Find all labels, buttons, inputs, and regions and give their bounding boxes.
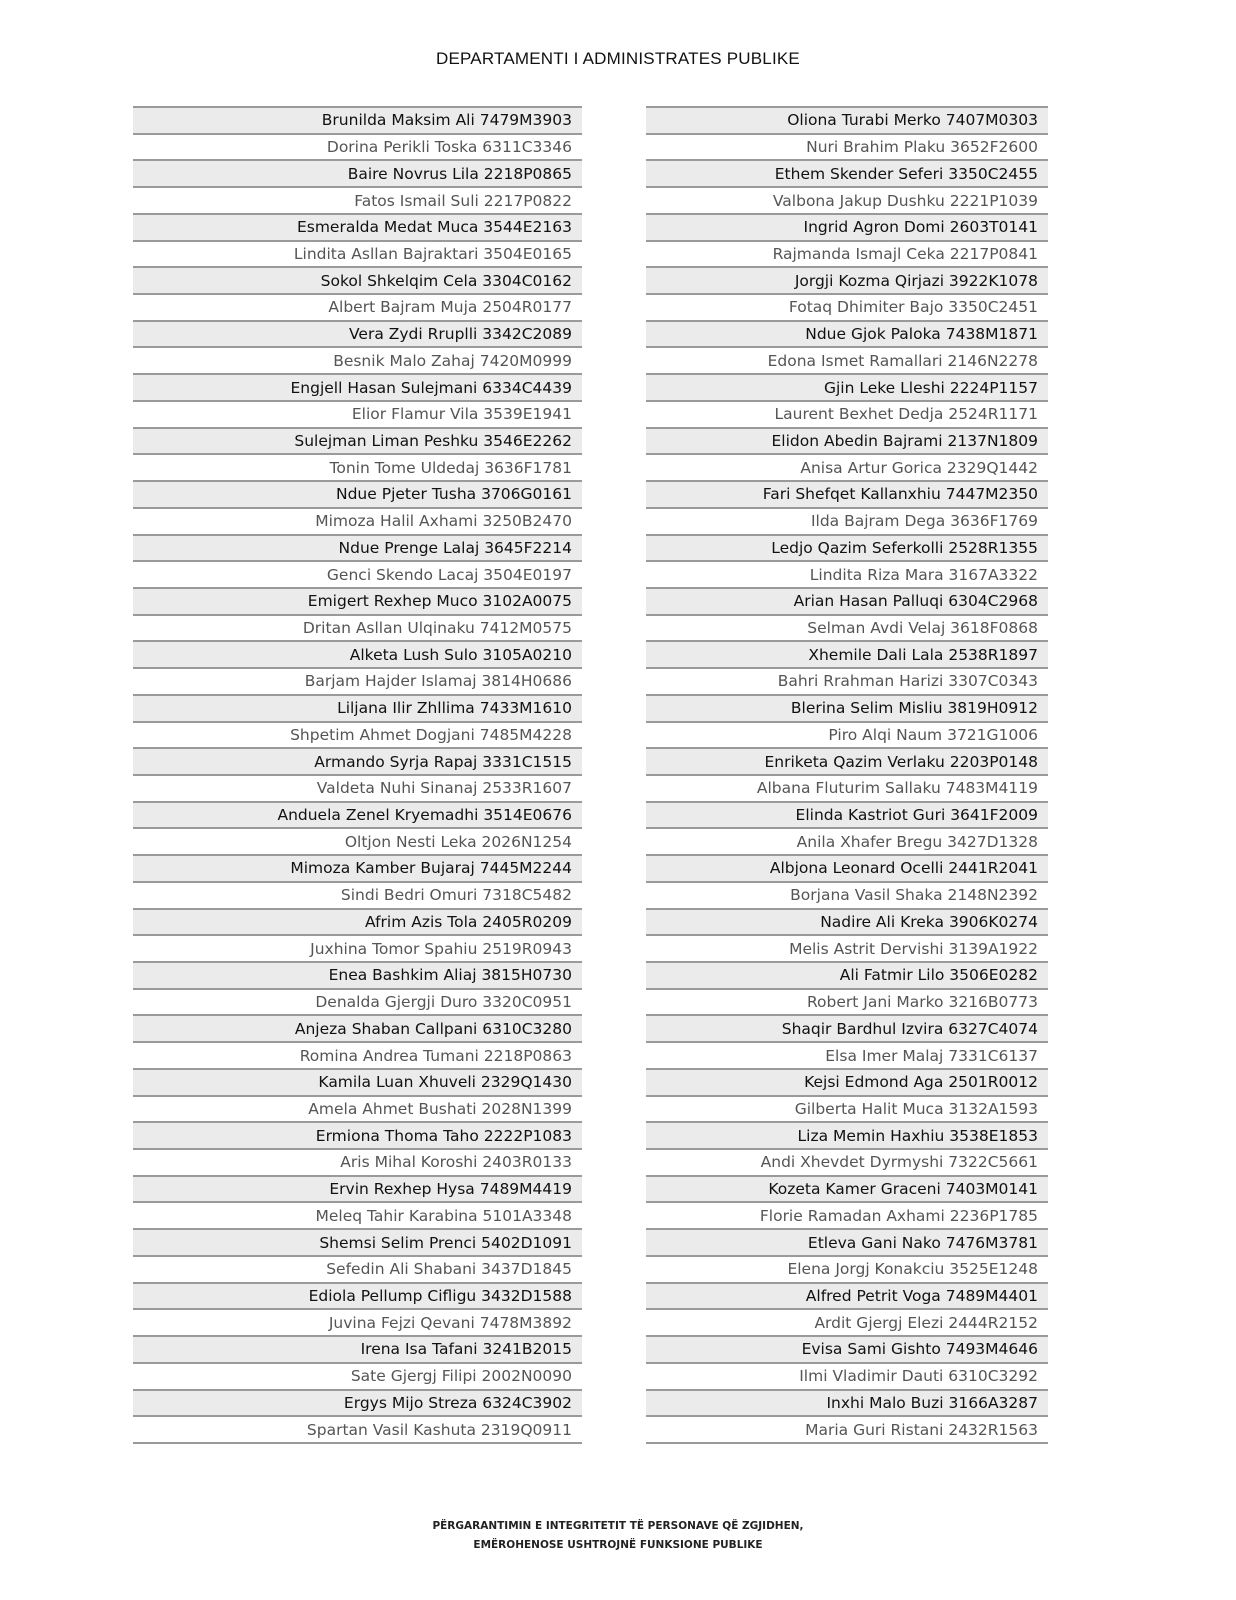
list-item: Edona Ismet Ramallari 2146N2278 [646, 346, 1048, 373]
list-item: Sefedin Ali Shabani 3437D1845 [133, 1255, 582, 1282]
list-item: Alfred Petrit Voga 7489M4401 [646, 1282, 1048, 1309]
list-item: Oliona Turabi Merko 7407M0303 [646, 106, 1048, 133]
list-item: Liza Memin Haxhiu 3538E1853 [646, 1121, 1048, 1148]
list-item: Lindita Asllan Bajraktari 3504E0165 [133, 240, 582, 267]
list-item: Fotaq Dhimiter Bajo 3350C2451 [646, 293, 1048, 320]
list-item: Vera Zydi Rruplli 3342C2089 [133, 320, 582, 347]
list-item: Anduela Zenel Kryemadhi 3514E0676 [133, 801, 582, 828]
list-item: Armando Syrja Rapaj 3331C1515 [133, 747, 582, 774]
list-item: Etleva Gani Nako 7476M3781 [646, 1228, 1048, 1255]
list-item: Kejsi Edmond Aga 2501R0012 [646, 1068, 1048, 1095]
list-item: Sulejman Liman Peshku 3546E2262 [133, 427, 582, 454]
list-item: Bahri Rrahman Harizi 3307C0343 [646, 667, 1048, 694]
list-item: Alketa Lush Sulo 3105A0210 [133, 640, 582, 667]
list-item: Maria Guri Ristani 2432R1563 [646, 1415, 1048, 1442]
list-item: Andi Xhevdet Dyrmyshi 7322C5661 [646, 1148, 1048, 1175]
list-item: Meleq Tahir Karabina 5101A3348 [133, 1201, 582, 1228]
list-item: Engjell Hasan Sulejmani 6334C4439 [133, 373, 582, 400]
list-item: Anisa Artur Gorica 2329Q1442 [646, 453, 1048, 480]
list-item: Ardit Gjergj Elezi 2444R2152 [646, 1308, 1048, 1335]
list-item: Ergys Mijo Streza 6324C3902 [133, 1389, 582, 1416]
list-item: Romina Andrea Tumani 2218P0863 [133, 1041, 582, 1068]
list-item: Enea Bashkim Aliaj 3815H0730 [133, 961, 582, 988]
list-item: Sate Gjergj Filipi 2002N0090 [133, 1362, 582, 1389]
list-item: Juvina Fejzi Qevani 7478M3892 [133, 1308, 582, 1335]
list-item: Albjona Leonard Ocelli 2441R2041 [646, 854, 1048, 881]
list-item: Esmeralda Medat Muca 3544E2163 [133, 213, 582, 240]
list-item: Juxhina Tomor Spahiu 2519R0943 [133, 934, 582, 961]
list-item: Elidon Abedin Bajrami 2137N1809 [646, 427, 1048, 454]
list-item: Gilberta Halit Muca 3132A1593 [646, 1095, 1048, 1122]
list-item: Shaqir Bardhul Izvira 6327C4074 [646, 1014, 1048, 1041]
list-item: Robert Jani Marko 3216B0773 [646, 988, 1048, 1015]
list-item: Blerina Selim Misliu 3819H0912 [646, 694, 1048, 721]
list-item: Ali Fatmir Lilo 3506E0282 [646, 961, 1048, 988]
list-item: Elinda Kastriot Guri 3641F2009 [646, 801, 1048, 828]
list-item: Sokol Shkelqim Cela 3304C0162 [133, 266, 582, 293]
list-item: Genci Skendo Lacaj 3504E0197 [133, 560, 582, 587]
list-item: Mimoza Kamber Bujaraj 7445M2244 [133, 854, 582, 881]
list-item: Liljana Ilir Zhllima 7433M1610 [133, 694, 582, 721]
list-item: Fatos Ismail Suli 2217P0822 [133, 186, 582, 213]
list-item: Afrim Azis Tola 2405R0209 [133, 908, 582, 935]
list-item: Lindita Riza Mara 3167A3322 [646, 560, 1048, 587]
list-item: Emigert Rexhep Muco 3102A0075 [133, 587, 582, 614]
list-item: Spartan Vasil Kashuta 2319Q0911 [133, 1415, 582, 1442]
list-item: Mimoza Halil Axhami 3250B2470 [133, 507, 582, 534]
list-item: Denalda Gjergji Duro 3320C0951 [133, 988, 582, 1015]
list-item: Ndue Pjeter Tusha 3706G0161 [133, 480, 582, 507]
list-item: Elsa Imer Malaj 7331C6137 [646, 1041, 1048, 1068]
list-item: Valdeta Nuhi Sinanaj 2533R1607 [133, 774, 582, 801]
list-item: Ermiona Thoma Taho 2222P1083 [133, 1121, 582, 1148]
list-item: Laurent Bexhet Dedja 2524R1171 [646, 400, 1048, 427]
list-item: Ediola Pellump Cifligu 3432D1588 [133, 1282, 582, 1309]
list-item: Aris Mihal Koroshi 2403R0133 [133, 1148, 582, 1175]
list-item: Jorgji Kozma Qirjazi 3922K1078 [646, 266, 1048, 293]
list-item: Ervin Rexhep Hysa 7489M4419 [133, 1175, 582, 1202]
list-item: Arian Hasan Palluqi 6304C2968 [646, 587, 1048, 614]
list-item: Tonin Tome Uldedaj 3636F1781 [133, 453, 582, 480]
list-item: Evisa Sami Gishto 7493M4646 [646, 1335, 1048, 1362]
list-item: Anjeza Shaban Callpani 6310C3280 [133, 1014, 582, 1041]
list-item: Ledjo Qazim Seferkolli 2528R1355 [646, 534, 1048, 561]
right-name-list [646, 106, 1048, 1444]
list-item: Brunilda Maksim Ali 7479M3903 [133, 106, 582, 133]
list-item: Piro Alqi Naum 3721G1006 [646, 721, 1048, 748]
list-item: Melis Astrit Dervishi 3139A1922 [646, 934, 1048, 961]
list-item: Ilda Bajram Dega 3636F1769 [646, 507, 1048, 534]
list-item: Gjin Leke Lleshi 2224P1157 [646, 373, 1048, 400]
list-item: Inxhi Malo Buzi 3166A3287 [646, 1389, 1048, 1416]
list-item: Valbona Jakup Dushku 2221P1039 [646, 186, 1048, 213]
list-item: Baire Novrus Lila 2218P0865 [133, 159, 582, 186]
list-item: Dorina Perikli Toska 6311C3346 [133, 133, 582, 160]
list-item: Elior Flamur Vila 3539E1941 [133, 400, 582, 427]
footer-line-2: EMËROHENOSE USHTROJNË FUNKSIONE PUBLIKE [473, 1539, 763, 1551]
list-item: Ingrid Agron Domi 2603T0141 [646, 213, 1048, 240]
list-item: Albert Bajram Muja 2504R0177 [133, 293, 582, 320]
list-item: Shpetim Ahmet Dogjani 7485M4228 [133, 721, 582, 748]
list-item: Dritan Asllan Ulqinaku 7412M0575 [133, 614, 582, 641]
list-bottom-rule [133, 1442, 582, 1444]
list-item: Barjam Hajder Islamaj 3814H0686 [133, 667, 582, 694]
list-item: Ndue Prenge Lalaj 3645F2214 [133, 534, 582, 561]
list-item: Nadire Ali Kreka 3906K0274 [646, 908, 1048, 935]
list-item: Nuri Brahim Plaku 3652F2600 [646, 133, 1048, 160]
list-item: Xhemile Dali Lala 2538R1897 [646, 640, 1048, 667]
list-item: Anila Xhafer Bregu 3427D1328 [646, 827, 1048, 854]
list-item: Rajmanda Ismajl Ceka 2217P0841 [646, 240, 1048, 267]
list-item: Amela Ahmet Bushati 2028N1399 [133, 1095, 582, 1122]
list-item: Selman Avdi Velaj 3618F0868 [646, 614, 1048, 641]
left-name-list [133, 106, 582, 1444]
list-item: Sindi Bedri Omuri 7318C5482 [133, 881, 582, 908]
list-item: Oltjon Nesti Leka 2026N1254 [133, 827, 582, 854]
list-item: Enriketa Qazim Verlaku 2203P0148 [646, 747, 1048, 774]
list-item: Borjana Vasil Shaka 2148N2392 [646, 881, 1048, 908]
list-item: Fari Shefqet Kallanxhiu 7447M2350 [646, 480, 1048, 507]
list-item: Ndue Gjok Paloka 7438M1871 [646, 320, 1048, 347]
list-item: Irena Isa Tafani 3241B2015 [133, 1335, 582, 1362]
list-item: Elena Jorgj Konakciu 3525E1248 [646, 1255, 1048, 1282]
list-item: Ethem Skender Seferi 3350C2455 [646, 159, 1048, 186]
footer [0, 1517, 1236, 1555]
list-item: Kamila Luan Xhuveli 2329Q1430 [133, 1068, 582, 1095]
list-item: Besnik Malo Zahaj 7420M0999 [133, 346, 582, 373]
list-bottom-rule [646, 1442, 1048, 1444]
list-item: Kozeta Kamer Graceni 7403M0141 [646, 1175, 1048, 1202]
list-item: Shemsi Selim Prenci 5402D1091 [133, 1228, 582, 1255]
page-title: DEPARTAMENTI I ADMINISTRATES PUBLIKE [436, 49, 800, 68]
list-item: Albana Fluturim Sallaku 7483M4119 [646, 774, 1048, 801]
list-item: Ilmi Vladimir Dauti 6310C3292 [646, 1362, 1048, 1389]
footer-line-1: PËRGARANTIMIN E INTEGRITETIT TË PERSONAVE QË ZGJIDHEN, [432, 1520, 804, 1532]
list-item: Florie Ramadan Axhami 2236P1785 [646, 1201, 1048, 1228]
